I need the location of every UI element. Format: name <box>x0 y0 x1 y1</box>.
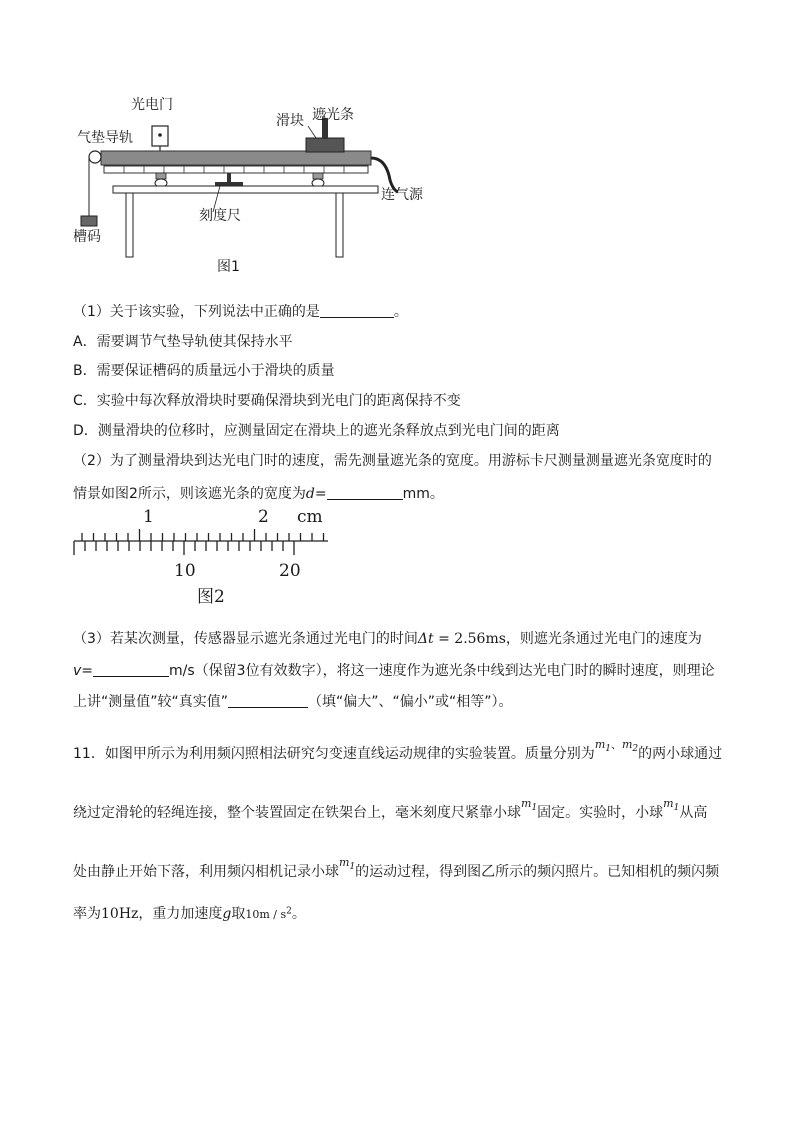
q1-option-d: D．测量滑块的位移时，应测量固定在滑块上的遮光条释放点到光电门间的距离 <box>73 423 560 439</box>
main-scale-label-1: 1 <box>143 507 154 527</box>
shading-strip-label: 遮光条 <box>312 107 354 123</box>
q11-frequency: 10Hz <box>101 906 139 922</box>
q11-line-3-end: 的运动过程，得到图乙所示的频闪照片。已知相机的频闪频 <box>355 864 720 880</box>
scale-label: 刻度尺 <box>199 208 241 224</box>
q2-answer-blank[interactable] <box>327 484 403 500</box>
q11-m1-line2a <box>521 797 538 814</box>
air-track-label: 气垫导轨 <box>77 130 133 146</box>
vernier-label-10: 10 <box>174 561 196 581</box>
q3-equals: = <box>81 663 94 679</box>
q2-equals: = <box>314 486 327 502</box>
q3-var-v: v <box>73 663 82 679</box>
q11-line-3 <box>73 856 719 881</box>
q11-g-exponent: 2 <box>286 906 292 917</box>
q3-delta-t: Δt <box>417 631 434 647</box>
q3-line-3-text: 上讲“测量值”较“真实值” <box>73 694 229 710</box>
q1-answer-blank[interactable] <box>320 302 394 318</box>
q3-line-2-text: m/s（保留3位有效数字），将这一速度作为遮光条中线到达光电门时的瞬时速度，则理论 <box>169 663 715 679</box>
q11-line-4 <box>73 903 306 923</box>
q11-line-3-text: 处由静止开始下落，利用频闪相机记录小球 <box>73 864 339 880</box>
q11-m1-symbol-2: m <box>521 797 532 810</box>
q3-line-1 <box>73 628 702 648</box>
q11-m1-subscript: 1 <box>605 744 611 755</box>
q11-separator: 、 <box>610 738 622 751</box>
figure-2-caption: 图2 <box>197 587 225 607</box>
q1-stem <box>73 301 408 321</box>
q1-option-b: B．需要保证槽码的质量远小于滑块的质量 <box>73 363 335 379</box>
weight-label: 槽码 <box>73 229 101 245</box>
q3-line-2 <box>73 660 715 680</box>
q11-line-2 <box>73 797 707 822</box>
q11-m2-symbol: m <box>621 738 633 751</box>
photogate-label: 光电门 <box>131 97 173 113</box>
q11-var-g: g <box>222 906 232 922</box>
q1-stem-text: （1）关于该实验，下列说法中正确的是 <box>73 304 320 320</box>
q2-unit: mm。 <box>402 486 444 502</box>
q11-line-2-mid: 固定。实验时，小球 <box>537 805 664 821</box>
q1-option-a: A．需要调节气垫导轨使其保持水平 <box>73 334 293 350</box>
q11-line-4-end: 。 <box>291 906 306 922</box>
q11-line-4-mid: ，重力加速度 <box>138 906 223 922</box>
q11-m1-line3 <box>339 856 356 873</box>
q1-option-c: C．实验中每次释放滑块时要确保滑块到光电门的距离保持不变 <box>73 393 461 409</box>
q11-line-2-text: 绕过定滑轮的轻绳连接，整个装置固定在铁架台上，毫米刻度尺紧靠小球 <box>73 805 521 821</box>
q3-compare-blank[interactable] <box>228 692 308 708</box>
q1-stem-end: 。 <box>393 304 408 320</box>
q3-line-3 <box>73 691 513 711</box>
q3-delta-t-value: = 2.56ms <box>433 631 506 647</box>
vernier-label-20: 20 <box>279 561 301 581</box>
q11-m1-line2b <box>663 797 680 814</box>
air-source-label: 连气源 <box>381 187 423 203</box>
q11-m1-subscript-2: 1 <box>531 803 538 814</box>
q11-line-1-text: 11．如图甲所示为利用频闪照相法研究匀变速直线运动规律的实验装置。质量分别为 <box>73 746 595 762</box>
q11-g-value <box>245 908 292 921</box>
q3-velocity-blank[interactable] <box>93 661 169 677</box>
q3-line-1-end: ，则遮光条通过光电门的速度为 <box>505 631 702 647</box>
q11-m1-symbol-3: m <box>663 797 674 810</box>
q2-line-1: （2）为了测量滑块到达光电门时的速度，需先测量遮光条的宽度。用游标卡尺测量测量遮光条宽度时的 <box>73 453 712 469</box>
q3-line-3-end: （填“偏大”、“偏小”或“相等”）。 <box>308 694 513 710</box>
figure-1-caption: 图1 <box>217 259 240 275</box>
q3-line-1-text: （3）若某次测量，传感器显示遮光条通过光电门的时间 <box>73 631 418 647</box>
q11-m1-subscript-3: 1 <box>673 803 680 814</box>
q11-m1-symbol-4: m <box>339 856 350 869</box>
q11-m2 <box>621 738 639 755</box>
q11-line-4-mid2: 取 <box>231 906 246 922</box>
q2-var-d: d <box>305 486 315 502</box>
q11-m2-subscript: 2 <box>632 744 639 755</box>
q11-m1-line1 <box>594 738 611 755</box>
q11-g-value-text: 10m / s <box>245 908 287 921</box>
q11-m1-symbol: m <box>594 738 606 751</box>
q11-line-1 <box>73 736 722 763</box>
main-scale-label-2: 2 <box>258 507 269 527</box>
q11-line-4-text: 率为 <box>73 906 101 922</box>
main-scale-unit: cm <box>297 507 323 527</box>
q11-m1-subscript-4: 1 <box>349 862 356 873</box>
vernier-caliper-scale <box>70 525 335 561</box>
q2-line-2 <box>73 483 444 503</box>
slider-label: 滑块 <box>276 113 304 129</box>
q2-line-2-text: 情景如图2所示，则该遮光条的宽度为 <box>73 486 306 502</box>
q11-line-1-end: 的两小球通过 <box>638 746 723 762</box>
q11-line-2-end: 从高 <box>679 805 708 821</box>
